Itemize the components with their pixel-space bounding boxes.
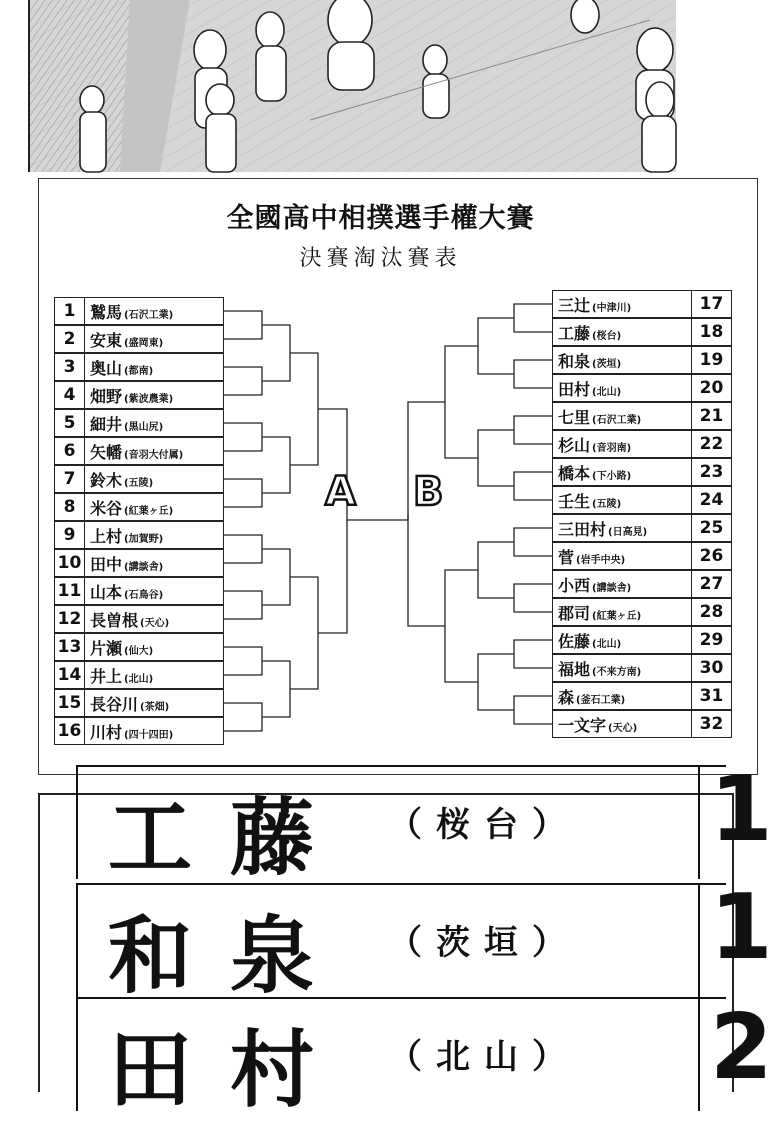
entry-number: 11 [55, 578, 85, 604]
bracket-line [318, 409, 347, 633]
bracket-line [514, 584, 552, 612]
entry-name [553, 433, 691, 456]
wrestler-name: 矢幡 [90, 442, 123, 462]
entry-number: 18 [691, 319, 731, 345]
entry-number: 23 [691, 459, 731, 485]
block-a-label: A [325, 469, 356, 515]
wrestler-name: 田村 [558, 379, 591, 399]
wrestler-name: 細井 [90, 414, 123, 434]
school-name: (天心) [608, 722, 638, 734]
wrestler-name: 長谷川 [90, 694, 139, 714]
entry-name [553, 545, 691, 568]
entry-number: 16 [55, 718, 85, 744]
school-name: (天心) [140, 617, 170, 629]
entry-number: 10 [55, 550, 85, 576]
bracket-entry [54, 381, 224, 409]
bracket-entry [552, 346, 732, 374]
entry-number: 30 [691, 655, 731, 681]
wrestler-name: 杉山 [558, 435, 591, 455]
school-name: (下小路) [592, 470, 632, 482]
bracket-subtitle: 決賽淘汰賽表 [299, 246, 462, 271]
bracket-entry [54, 521, 224, 549]
school-name: (北山) [592, 638, 622, 650]
entry-name [85, 664, 223, 687]
bracket-entry [552, 654, 732, 682]
entry-name [553, 601, 691, 624]
school-name: (石鳥谷) [124, 589, 164, 601]
bracket-entry [54, 465, 224, 493]
entry-name [85, 328, 223, 351]
entry-name [553, 349, 691, 372]
bracket-line [445, 346, 478, 458]
wrestler-name: 壬生 [558, 491, 591, 511]
entry-number: 7 [55, 466, 85, 492]
wrestler-name: 森 [558, 687, 575, 707]
entry-number: 22 [691, 431, 731, 457]
entry-name [553, 321, 691, 344]
school-name: (加賀野) [124, 533, 164, 545]
school-name: (北山) [592, 386, 622, 398]
entry-name [85, 496, 223, 519]
entry-number: 28 [691, 599, 731, 625]
entry-name [85, 552, 223, 575]
school-name: (黒山尻) [124, 421, 164, 433]
entry-number: 14 [55, 662, 85, 688]
entry-name [85, 524, 223, 547]
entry-number: 5 [55, 410, 85, 436]
closeup-panel [38, 757, 773, 1119]
entry-name [553, 517, 691, 540]
bracket-entry [552, 542, 732, 570]
bracket-entry [552, 486, 732, 514]
entry-number: 32 [691, 711, 731, 737]
entry-name [85, 384, 223, 407]
entry-name [85, 412, 223, 435]
entry-number: 17 [691, 291, 731, 317]
wrestler-name: 福地 [558, 659, 591, 679]
entry-name [85, 636, 223, 659]
entry-number: 29 [691, 627, 731, 653]
entry-number: 8 [55, 494, 85, 520]
school-name: (講談舎) [124, 561, 164, 573]
bracket-line [514, 696, 552, 724]
bracket-line [514, 416, 552, 444]
entry-name [553, 685, 691, 708]
bracket-line [445, 570, 478, 682]
entry-number: 24 [691, 487, 731, 513]
wrestler-name: 長曽根 [90, 610, 139, 630]
wrestler-name: 三田村 [558, 519, 607, 539]
entry-number: 13 [55, 634, 85, 660]
wrestler-name: 菅 [558, 547, 575, 567]
entry-number: 1 [55, 298, 85, 324]
bracket-entry [552, 374, 732, 402]
bracket-entry [552, 458, 732, 486]
closeup-row [76, 875, 773, 1005]
block-b-label: B [413, 469, 444, 515]
entry-name [553, 405, 691, 428]
wrestler-name: 鈴木 [90, 470, 123, 490]
wrestler-name: 山本 [90, 582, 123, 602]
wrestler-name: 和泉 [558, 351, 591, 371]
wrestler-name: 上村 [90, 526, 123, 546]
bracket-line [478, 318, 514, 374]
entry-name [553, 489, 691, 512]
school-name: (紅葉ヶ丘) [124, 505, 174, 517]
bracket-entry [552, 514, 732, 542]
entry-number: 26 [691, 543, 731, 569]
school-name: (四十四田) [124, 729, 174, 741]
entry-number: 9 [55, 522, 85, 548]
bracket-entry [54, 717, 224, 745]
entry-name [85, 580, 223, 603]
bracket-line [262, 549, 290, 605]
bracket-entry [552, 318, 732, 346]
bracket-line [224, 591, 262, 619]
entry-name [85, 608, 223, 631]
closeup-wrestler-name: 和泉 [108, 907, 353, 1005]
bracket-entry [552, 290, 732, 318]
bracket-entry [54, 633, 224, 661]
entry-number: 25 [691, 515, 731, 541]
wrestler-name: 郡司 [558, 603, 591, 623]
bracket-entry [54, 661, 224, 689]
bracket-entry [54, 437, 224, 465]
wrestler-name: 奥山 [90, 358, 123, 378]
school-name: (紅葉ヶ丘) [592, 610, 642, 622]
wrestler-name: 工藤 [558, 323, 591, 343]
bracket-entry [54, 297, 224, 325]
bracket-title: 全國高中相撲選手權大賽 [226, 203, 535, 234]
bracket-entry [552, 626, 732, 654]
bracket-entry [552, 598, 732, 626]
entry-name [85, 356, 223, 379]
entry-number: 21 [691, 403, 731, 429]
school-name: (北山) [124, 673, 154, 685]
wrestler-name: 畑野 [90, 386, 123, 406]
entry-name [85, 440, 223, 463]
entry-name [85, 468, 223, 491]
entry-number: 12 [55, 606, 85, 632]
bracket-entry [552, 430, 732, 458]
school-name: (仙大) [124, 645, 154, 657]
bracket-entry [54, 353, 224, 381]
wrestler-name: 佐藤 [558, 631, 591, 651]
bracket-line [478, 654, 514, 710]
school-name: (盛岡東) [124, 337, 164, 349]
school-name: (石沢工業) [124, 309, 174, 321]
bracket-line [514, 304, 552, 332]
bracket-entry [54, 577, 224, 605]
entry-name [553, 629, 691, 652]
entry-name [85, 300, 223, 323]
closeup-row [76, 995, 773, 1119]
wrestler-name: 田中 [90, 554, 123, 574]
school-name: (都南) [124, 365, 154, 377]
school-name: (岩手中央) [576, 554, 626, 566]
entry-name [553, 573, 691, 596]
bracket-entry [54, 689, 224, 717]
wrestler-name: 一文字 [558, 715, 607, 735]
school-name: (石沢工業) [592, 414, 642, 426]
wrestler-name: 井上 [90, 666, 123, 686]
bracket-line [262, 661, 290, 717]
bracket-entry [54, 493, 224, 521]
wrestler-name: 川村 [90, 722, 123, 742]
bracket-entry [54, 409, 224, 437]
bracket-entry [552, 710, 732, 738]
entry-number: 27 [691, 571, 731, 597]
bracket-line [224, 535, 262, 563]
bracket-line [514, 640, 552, 668]
entry-name [553, 713, 691, 736]
bracket-line [347, 520, 371, 521]
wrestler-name: 七里 [558, 407, 591, 427]
closeup-school: （桜台） [388, 805, 580, 845]
bracket-entry [552, 682, 732, 710]
wrestler-name: 橋本 [558, 463, 591, 483]
entry-name [85, 720, 223, 743]
entry-number: 4 [55, 382, 85, 408]
entry-number: 6 [55, 438, 85, 464]
entry-name [553, 461, 691, 484]
bracket-line [290, 577, 318, 689]
wrestler-name: 三辻 [558, 295, 591, 315]
bracket-line [224, 703, 262, 731]
bracket-entry [54, 605, 224, 633]
entry-number: 20 [691, 375, 731, 401]
bracket-line [514, 528, 552, 556]
closeup-wrestler-name: 田村 [108, 1021, 353, 1119]
school-name: (紫波農業) [124, 393, 174, 405]
school-name: (中津川) [592, 302, 632, 314]
bracket-line [224, 311, 262, 339]
school-name: (桜台) [592, 330, 622, 342]
entry-name [553, 657, 691, 680]
wrestler-name: 安東 [90, 330, 123, 350]
bracket-line [290, 353, 318, 465]
bracket-entry [552, 402, 732, 430]
wrestler-name: 小西 [558, 575, 591, 595]
school-name: (音羽南) [592, 442, 632, 454]
bracket-line [224, 367, 262, 395]
bracket-line [478, 542, 514, 598]
bracket-line [514, 472, 552, 500]
entry-number: 31 [691, 683, 731, 709]
closeup-school: （北山） [388, 1037, 580, 1077]
entry-name [553, 293, 691, 316]
bracket-line [262, 325, 290, 381]
wrestler-name: 片瀬 [90, 638, 123, 658]
entry-number: 3 [55, 354, 85, 380]
school-name: (五陵) [124, 477, 154, 489]
school-name: (日高見) [608, 526, 648, 538]
bracket-line [262, 437, 290, 493]
closeup-school: （茨垣） [388, 923, 580, 963]
school-name: (茨垣) [592, 358, 622, 370]
wrestler-name: 米谷 [90, 498, 123, 518]
bracket-entry [54, 549, 224, 577]
entry-number: 19 [691, 347, 731, 373]
entry-name [553, 377, 691, 400]
bracket-entry [54, 325, 224, 353]
school-name: (五陵) [592, 498, 622, 510]
bracket-line [478, 430, 514, 486]
entry-number: 2 [55, 326, 85, 352]
school-name: (音羽大付属) [124, 449, 184, 461]
bracket-entry [552, 570, 732, 598]
closeup-number: 2 [710, 995, 773, 1100]
bracket-line [514, 360, 552, 388]
entry-name [85, 692, 223, 715]
wrestler-name: 鷲馬 [90, 302, 123, 322]
bracket-line [224, 647, 262, 675]
school-name: (茶畑) [140, 701, 170, 713]
entry-number: 15 [55, 690, 85, 716]
closeup-number: 1 [710, 875, 773, 980]
bracket-line [224, 423, 262, 451]
closeup-number: 1 [710, 757, 773, 862]
school-name: (不来方南) [592, 666, 642, 678]
school-name: (釜石工業) [576, 694, 626, 706]
closeup-wrestler-name: 工藤 [108, 789, 353, 887]
school-name: (講談舎) [592, 582, 632, 594]
bracket-line [224, 479, 262, 507]
closeup-row [76, 757, 773, 887]
